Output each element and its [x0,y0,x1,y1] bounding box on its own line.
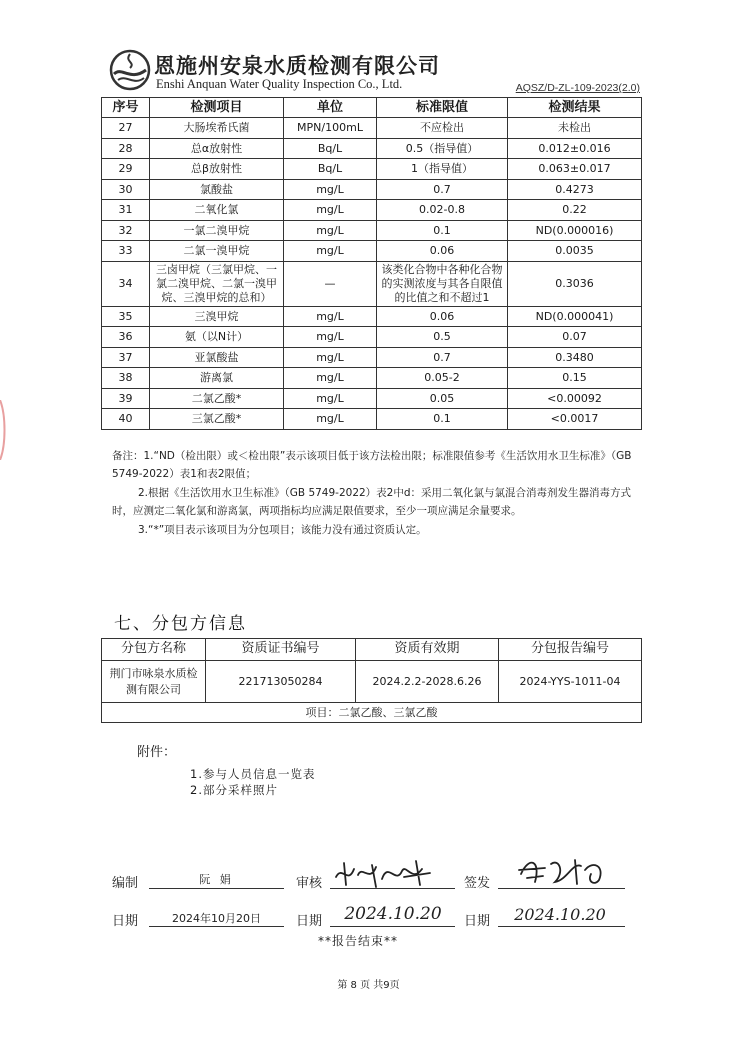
row-index-cell: 27 [102,118,150,139]
row-index-cell: 40 [102,409,150,430]
row-unit-cell: MPN/100mL [284,118,377,139]
row-item-cell: 三卤甲烷（三氯甲烷、一氯二溴甲烷、二氯一溴甲烷、三溴甲烷的总和） [150,261,284,306]
row-item-cell: 大肠埃希氏菌 [150,118,284,139]
note-3: 3.“*”项目表示该项目为分包项目；该能力没有通过资质认定。 [138,523,427,536]
row-unit-cell: mg/L [284,241,377,262]
row-unit-cell: Bq/L [284,159,377,180]
col-header-index: 序号 [102,98,150,118]
row-index-cell: 37 [102,347,150,368]
subcontract-items-row [102,703,642,723]
review-label: 审核 [296,876,323,891]
issue-date: 2024.10.20 [514,905,606,924]
row-result-cell: 0.07 [508,327,642,348]
report-header [100,40,640,100]
row-item-cell: 二氯乙酸* [150,388,284,409]
table-row [102,409,642,430]
row-result-cell: <0.00092 [508,388,642,409]
table-row [102,327,642,348]
row-item-cell: 氨（以N计） [150,327,284,348]
row-result-cell: 0.4273 [508,179,642,200]
attachment-item-1: 1.参与人员信息一览表 [190,767,316,781]
table-row [102,241,642,262]
row-item-cell: 总α放射性 [150,138,284,159]
subcontract-table [101,638,642,723]
row-result-cell: <0.0017 [508,409,642,430]
col-header-limit: 标准限值 [377,98,508,118]
row-limit-cell: 不应检出 [377,118,508,139]
row-result-cell: ND(0.000016) [508,220,642,241]
issue-signature [515,852,615,890]
row-item-cell: 三溴甲烷 [150,306,284,327]
row-result-cell: 0.15 [508,368,642,389]
sub-col-header-cert: 资质证书编号 [206,639,356,661]
table-row [102,368,642,389]
compile-label: 编制 [112,876,139,891]
row-item-cell: 总β放射性 [150,159,284,180]
row-index-cell: 38 [102,368,150,389]
row-index-cell: 33 [102,241,150,262]
table-row [102,220,642,241]
table-row [102,179,642,200]
row-index-cell: 34 [102,261,150,306]
subcontract-row [102,661,642,703]
results-table [101,97,642,430]
row-unit-cell: mg/L [284,220,377,241]
row-unit-cell: mg/L [284,347,377,368]
row-limit-cell: 0.5（指导值） [377,138,508,159]
row-index-cell: 35 [102,306,150,327]
row-limit-cell: 0.7 [377,179,508,200]
row-limit-cell: 0.1 [377,409,508,430]
row-item-cell: 三氯乙酸* [150,409,284,430]
row-limit-cell: 0.05-2 [377,368,508,389]
compile-date-label: 日期 [112,914,139,929]
row-item-cell: 游离氯 [150,368,284,389]
compile-date-line [149,926,284,927]
table-row [102,388,642,409]
document-code: AQSZ/D-ZL-109-2023(2.0) [515,82,640,94]
issue-date-line [498,926,625,927]
row-limit-cell: 0.06 [377,241,508,262]
note-2: 2.根据《生活饮用水卫生标准》（GB 5749-2022）表2中d：采用二氧化氯与氯混合消毒剂发生器消毒方式时，应测定二氧化氯和游离氯，两项指标均应满足限值要求，至少一项应满足余量要求。 [112,486,632,518]
row-index-cell: 36 [102,327,150,348]
row-unit-cell: mg/L [284,179,377,200]
row-index-cell: 30 [102,179,150,200]
sub-cell-name: 荆门市咏泉水质检测有限公司 [102,661,206,703]
table-row [102,261,642,306]
review-date-line [330,926,455,927]
row-index-cell: 31 [102,200,150,221]
row-result-cell: 未检出 [508,118,642,139]
row-index-cell: 32 [102,220,150,241]
section-title-subcontract: 七、分包方信息 [114,614,247,634]
table-row [102,118,642,139]
row-result-cell: 0.3480 [508,347,642,368]
compile-line [149,888,284,889]
row-unit-cell: mg/L [284,306,377,327]
row-result-cell: 0.0035 [508,241,642,262]
row-unit-cell: Bq/L [284,138,377,159]
table-row [102,200,642,221]
page-number: 第 8 页 共9页 [337,980,400,991]
review-signature [332,855,442,891]
subcontract-header-row [102,639,642,661]
sub-col-header-report: 分包报告编号 [499,639,642,661]
sub-cell-cert: 221713050284 [206,661,356,703]
col-header-unit: 单位 [284,98,377,118]
sub-cell-report: 2024-YYS-1011-04 [499,661,642,703]
issue-label: 签发 [464,876,491,891]
row-index-cell: 28 [102,138,150,159]
row-result-cell: 0.063±0.017 [508,159,642,180]
attachments-title: 附件： [137,745,177,760]
row-limit-cell: 该类化合物中各种化合物的实测浓度与其各自限值的比值之和不超过1 [377,261,508,306]
company-logo-icon [108,48,152,92]
company-name-cn: 恩施州安泉水质检测有限公司 [154,53,440,78]
row-item-cell: 亚氯酸盐 [150,347,284,368]
sub-col-header-validity: 资质有效期 [356,639,499,661]
review-date: 2024.10.20 [344,904,442,924]
row-unit-cell: mg/L [284,368,377,389]
row-unit-cell: — [284,261,377,306]
company-name-en: Enshi Anquan Water Quality Inspection Co., Ltd. [156,77,403,91]
compile-date: 2024年10月20日 [172,912,261,925]
sub-cell-items: 项目：二氯乙酸、三氯乙酸 [102,703,642,723]
report-end-mark: **报告结束** [318,934,399,948]
seal-stamp-edge-icon [0,400,8,460]
sub-cell-validity: 2024.2.2-2028.6.26 [356,661,499,703]
table-row [102,347,642,368]
row-item-cell: 一氯二溴甲烷 [150,220,284,241]
row-unit-cell: mg/L [284,200,377,221]
attachment-item-2: 2.部分采样照片 [190,783,278,797]
row-index-cell: 39 [102,388,150,409]
row-unit-cell: mg/L [284,327,377,348]
row-result-cell: ND(0.000041) [508,306,642,327]
issue-date-label: 日期 [464,914,491,929]
col-header-result: 检测结果 [508,98,642,118]
table-row [102,306,642,327]
table-row [102,138,642,159]
notes-block [112,447,632,539]
table-header-row [102,98,642,118]
sub-col-header-name: 分包方名称 [102,639,206,661]
row-limit-cell: 0.7 [377,347,508,368]
row-limit-cell: 0.1 [377,220,508,241]
row-result-cell: 0.22 [508,200,642,221]
row-item-cell: 二氧化氯 [150,200,284,221]
table-row [102,159,642,180]
col-header-item: 检测项目 [150,98,284,118]
results-table-body [102,118,642,430]
row-item-cell: 氯酸盐 [150,179,284,200]
compile-name: 阮 娟 [199,873,234,886]
row-result-cell: 0.012±0.016 [508,138,642,159]
row-unit-cell: mg/L [284,388,377,409]
row-limit-cell: 0.06 [377,306,508,327]
row-index-cell: 29 [102,159,150,180]
row-limit-cell: 0.5 [377,327,508,348]
row-limit-cell: 0.05 [377,388,508,409]
note-1: 备注：1.“ND（检出限）或＜检出限”表示该项目低于该方法检出限；标准限值参考《生活饮用水卫生标准》（GB 5749-2022）表1和表2限值； [112,450,632,481]
row-item-cell: 二氯一溴甲烷 [150,241,284,262]
row-result-cell: 0.3036 [508,261,642,306]
row-limit-cell: 0.02-0.8 [377,200,508,221]
row-limit-cell: 1（指导值） [377,159,508,180]
review-date-label: 日期 [296,914,323,929]
row-unit-cell: mg/L [284,409,377,430]
